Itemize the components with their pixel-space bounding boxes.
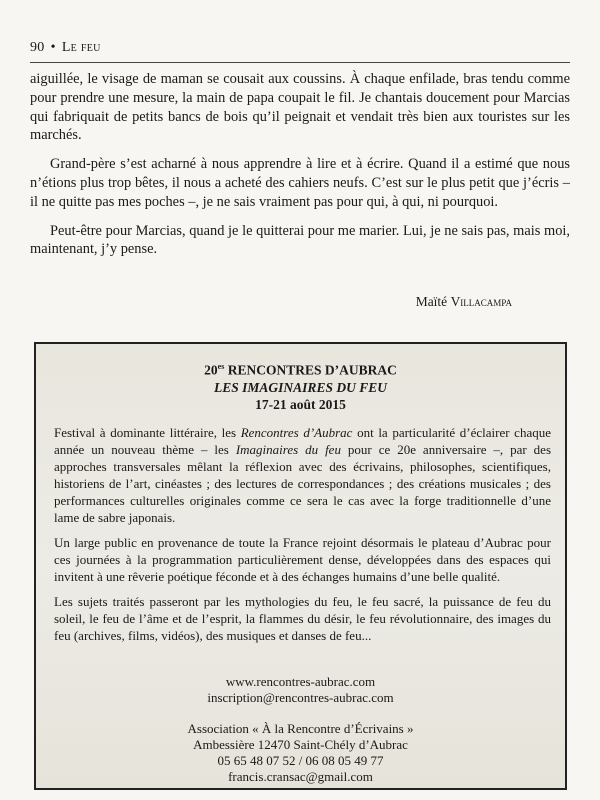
event-paragraph-2: Un large public en provenance de toute la France rejoint désormais le plateau d’Aubrac pour ces journées à la programmation particulièrement dense, développées dans des espaces qui invitent à une rêverie poétique féconde et à des échanges humains d’une belle qualité. — [54, 535, 551, 584]
website-link[interactable]: www.rencontres-aubrac.com — [225, 674, 376, 689]
paragraph-3: Peut-être pour Marcias, quand je le quitterai pour me marier. Lui, je ne sais pas, mais moi, maintenant, j’y pense. — [30, 222, 570, 258]
page-number: 90 — [30, 40, 45, 55]
event-description — [54, 424, 551, 652]
event-name: RENCONTRES D’AUBRAC — [227, 362, 397, 378]
event-box — [34, 342, 567, 790]
inscription-email-link[interactable]: inscription@rencontres-aubrac.com — [207, 690, 394, 705]
header-bullet: • — [50, 40, 56, 55]
main-text — [30, 70, 570, 269]
association-contact — [36, 721, 565, 785]
author-last-name: Villacampa — [450, 294, 512, 309]
author-signature — [416, 294, 512, 310]
event-dates: 17-21 août 2015 — [255, 396, 346, 412]
event-paragraph-1: Festival à dominante littéraire, les Rencontres d’Aubrac ont la particularité d’éclairer chaque année un nouveau thème – les Imaginaires du feu pour ce 20e anniversaire –, par des approches transversales mêlant la réflexion avec des écrivains, philosophes, scientifiques, historiens de l’art, cinéastes ; des lectures de correspondances ; des créations musicales ; des performances culturelles originales comme ce sera le cas avec la forge traditionnelle d’une lame de sabre japonais. — [54, 425, 552, 525]
event-paragraph-3: Les sujets traités passeront par les mythologies du feu, le feu sacré, la puissance de feu du soleil, le feu de l’âme et de l’esprit, la flammes du désir, le feu révolutionnaire, des images du feu (archives, films, vidéos), des musiques et danses de feu... — [54, 594, 551, 643]
festival-name: Rencontres d’Aubrac — [240, 425, 353, 440]
header-divider — [30, 62, 570, 63]
event-title-block — [36, 358, 565, 413]
event-web-contacts — [36, 674, 565, 706]
event-edition-suffix: es — [217, 362, 225, 371]
running-title: Le feu — [61, 40, 101, 55]
author-first-name: Maïté — [415, 294, 448, 309]
event-title — [36, 358, 565, 379]
event-subtitle: LES IMAGINAIRES DU FEU — [214, 379, 387, 395]
paragraph-1: aiguillée, le visage de maman se cousait aux coussins. À chaque enfilade, bras tendu comme pour prendre une mesure, la main de papa coupait le fil. Je chantais doucement pour Marcias qui fabriquait de petits bancs de bois qu’il peignait et vendait très bien aux touristes sur les marchés. — [30, 71, 570, 144]
event-edition: 20 — [204, 362, 218, 378]
paragraph-2: Grand-père s’est acharné à nous apprendre à lire et à écrire. Quand il a estimé que nous n’étions plus trop bêtes, il nous a acheté des cahiers neufs. C’est sur le plus petit que j’écris – il ne quitte pas mes poches –, je ne sais vraiment pas pour qui, à qui, ni pourquoi. — [30, 156, 570, 210]
association-phones: 05 65 48 07 52 / 06 08 05 49 77 — [217, 753, 384, 768]
association-address: Ambessière 12470 Saint-Chély d’Aubrac — [193, 737, 408, 752]
page-header — [30, 40, 101, 56]
association-name: Association « À la Rencontre d’Écrivains » — [187, 721, 414, 736]
theme-name: Imaginaires du feu — [235, 442, 341, 457]
contact-email-link[interactable]: francis.cransac@gmail.com — [228, 769, 373, 784]
